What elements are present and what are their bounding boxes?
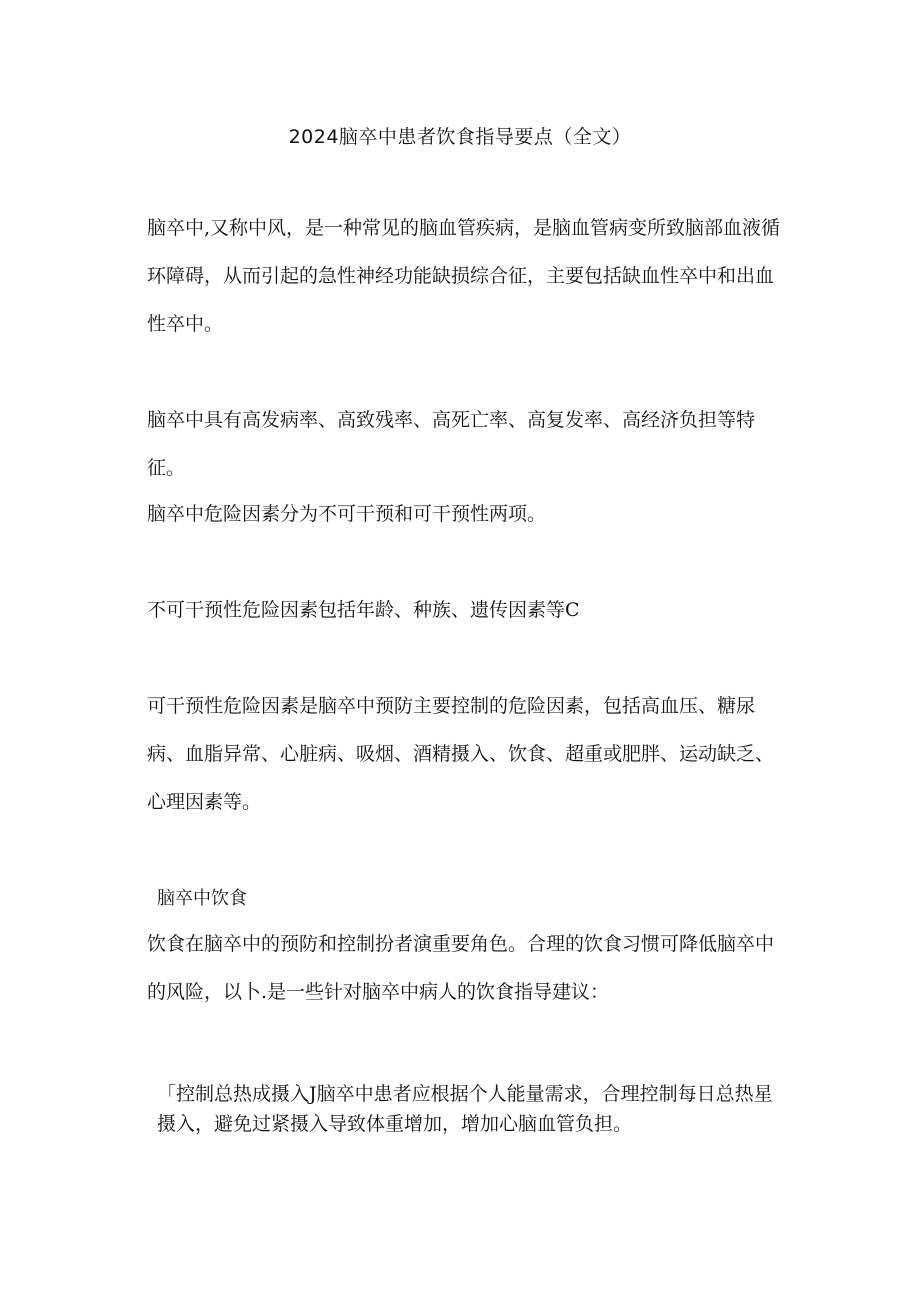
document-title: 2024脑卒中患者饮食指导要点（全文） [288, 126, 632, 148]
paragraph-definition: 脑卒中,又称中风，是一种常见的脑血管疾病，是脑血管病变所致脑部血液循环障碍，从而引起的急性神经功能缺损综合征，主要包括缺血性卒中和出血性卒中。 [147, 217, 781, 335]
paragraph-calorie-control: 「控制总热成摄入J脑卒中患者应根据个人能量需求，合理控制每日总热星摄入，避免过紧摄入导致体重增加，增加心脑血管负担。 [157, 1083, 773, 1135]
paragraph-risk-factors: 脑卒中危险因素分为不可干预和可干预性两项。 [147, 503, 547, 525]
section-heading-diet: 脑卒中饮食 [157, 888, 247, 909]
paragraph-modifiable: 可干预性危险因素是脑卒中预防主要控制的危险因素，包括高血压、糖尿病、血脂异常、心脏病、吸烟、酒精摄入、饮食、超重或肥胖、运动缺乏、心理因素等。 [147, 695, 775, 813]
paragraph-characteristics: 脑卒中具有高发病率、高致残率、高死亡率、高复发率、高经济负担等特征。 [147, 409, 756, 479]
paragraph-diet-intro: 饮食在脑卒中的预防和控制扮者演重要角色。合理的饮食习惯可降低脑卒中的风险，以卜.是一些针对脑卒中病人的饮食指导建议： [147, 933, 775, 1003]
paragraph-non-modifiable: 不可干预性危险因素包括年龄、种族、遗传因素等C [147, 599, 580, 621]
